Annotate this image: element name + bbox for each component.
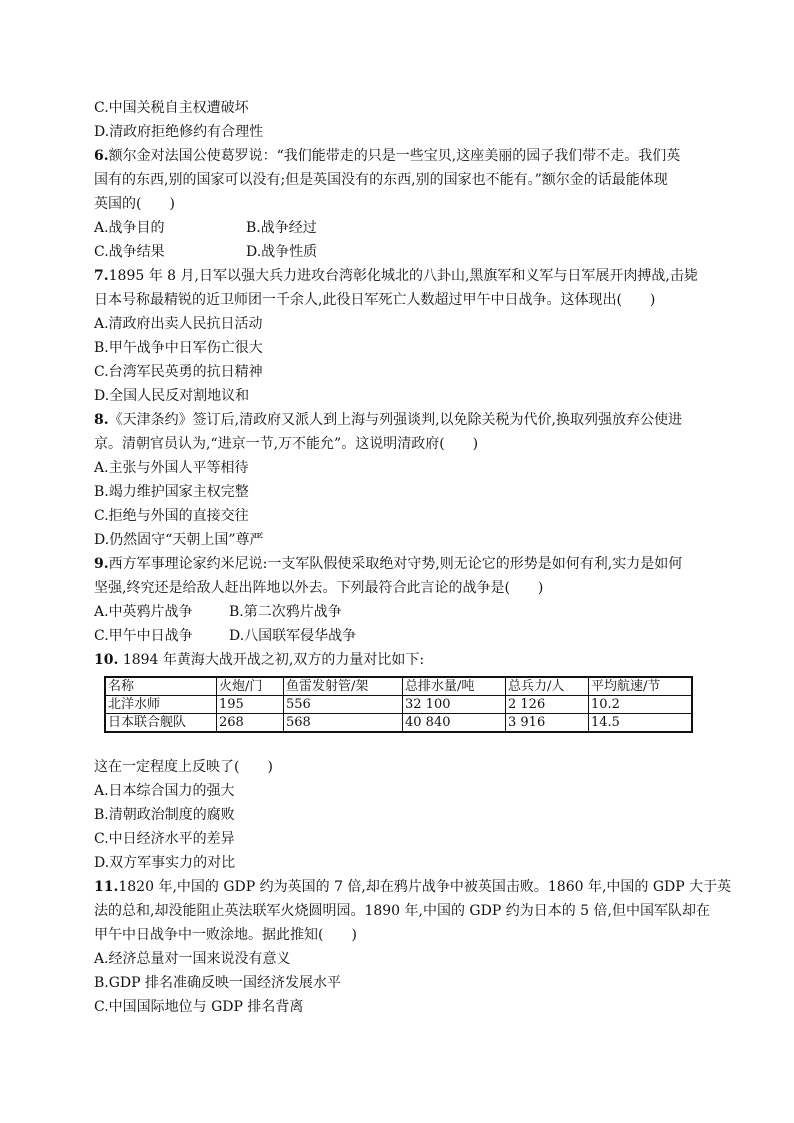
option-d: D.仍然固守“天朝上国”尊严 xyxy=(94,532,264,548)
question-8 xyxy=(94,408,700,552)
option-b: B.第二次鸦片战争 xyxy=(229,604,342,620)
question-number: 6. xyxy=(94,148,109,164)
question-text: 西方军事理论家约米尼说:一支军队假使采取绝对守势,则无论它的形势是如何有利,实力是如何 xyxy=(108,556,683,572)
question-text: 坚强,终究还是给敌人赶出阵地以外去。下列最符合此言论的战争是( ) xyxy=(94,580,544,596)
option-a: A.日本综合国力的强大 xyxy=(94,783,235,799)
question-text: 1820 年,中国的 GDP 约为英国的 7 倍,却在鸦片战争中被英国击败。1860 年,中国的 GDP 大于英 xyxy=(118,879,732,895)
option-d: D.八国联军侵华战争 xyxy=(229,628,357,644)
question-number: 7. xyxy=(94,268,109,284)
question-text: 京。清朝官员认为,“进京一节,万不能允”。这说明清政府( ) xyxy=(94,436,479,452)
table-cell: 10.2 xyxy=(589,696,693,714)
option-b: B.清朝政治制度的腐败 xyxy=(94,807,235,823)
table-cell: 日本联合舰队 xyxy=(105,714,217,733)
question-number: 10. xyxy=(94,652,119,668)
question-number: 8. xyxy=(94,412,109,428)
option-c: C.战争结果 xyxy=(94,244,165,260)
option-a: A.经济总量对一国来说没有意义 xyxy=(94,951,291,967)
prev-option-d: D.清政府拒绝修约有合理性 xyxy=(94,124,264,140)
option-b: B.战争经过 xyxy=(246,220,317,236)
table-cell: 40 840 xyxy=(403,714,506,733)
question-11 xyxy=(94,875,732,1019)
exam-page xyxy=(94,96,732,1019)
question-9 xyxy=(94,552,700,648)
question-text: 国有的东西,别的国家可以没有;但是英国没有的东西,别的国家也不能有。”额尔金的话最能体现 xyxy=(94,172,668,188)
option-c: C.中国国际地位与 GDP 排名背离 xyxy=(94,999,304,1015)
table-cell: 2 126 xyxy=(506,696,589,714)
option-d: D.双方军事实力的对比 xyxy=(94,855,236,871)
question-number: 9. xyxy=(94,556,109,572)
question-7 xyxy=(94,264,700,408)
question-text: 额尔金对法国公使葛罗说：“我们能带走的只是一些宝贝,这座美丽的园子我们带不走。我们英 xyxy=(108,148,681,164)
table-header: 总排水量/吨 xyxy=(403,677,506,696)
table-row xyxy=(105,714,692,733)
question-text: 《天津条约》签订后,清政府又派人到上海与列强谈判,以免除关税为代价,换取列强放弃公使进 xyxy=(108,412,682,428)
option-c: C.台湾军民英勇的抗日精神 xyxy=(94,364,263,380)
table-header: 名称 xyxy=(105,677,217,696)
option-c: C.中日经济水平的差异 xyxy=(94,831,235,847)
question-text: 法的总和,却没能阻止英法联军火烧圆明园。1890 年,中国的 GDP 约为日本的 5 倍,但中国军队却在 xyxy=(94,903,710,919)
option-b: B.GDP 排名准确反映一国经济发展水平 xyxy=(94,975,342,991)
table-cell: 568 xyxy=(284,714,403,733)
question-text: 英国的( ) xyxy=(94,196,175,212)
table-header: 火炮/门 xyxy=(217,677,284,696)
option-c: C.拒绝与外国的直接交往 xyxy=(94,508,249,524)
table-cell: 268 xyxy=(217,714,284,733)
option-a: A.主张与外国人平等相待 xyxy=(94,460,249,476)
table-cell: 556 xyxy=(284,696,403,714)
table-header: 平均航速/节 xyxy=(589,677,693,696)
table-row xyxy=(105,696,692,714)
question-text: 1895 年 8 月,日军以强大兵力进攻台湾彰化城北的八卦山,黑旗军和义军与日军展开肉搏战,击毙 xyxy=(108,268,698,284)
question-text: 这在一定程度上反映了( ) xyxy=(94,759,273,775)
question-text: 甲午中日战争中一败涂地。据此推知( ) xyxy=(94,927,357,943)
table-header-row xyxy=(105,677,692,696)
table-cell: 195 xyxy=(217,696,284,714)
option-b: B.甲午战争中日军伤亡很大 xyxy=(94,340,263,356)
question-6 xyxy=(94,144,700,264)
option-a: A.中英鸦片战争 xyxy=(94,604,193,620)
table-header: 鱼雷发射管/架 xyxy=(284,677,403,696)
question-10 xyxy=(94,648,700,875)
prev-option-c: C.中国关税自主权遭破坏 xyxy=(94,100,249,116)
table-cell: 3 916 xyxy=(506,714,589,733)
question-number: 11. xyxy=(94,879,119,895)
option-d: D.全国人民反对割地议和 xyxy=(94,388,250,404)
table-header: 总兵力/人 xyxy=(506,677,589,696)
option-a: A.清政府出卖人民抗日活动 xyxy=(94,316,263,332)
table-cell: 北洋水师 xyxy=(105,696,217,714)
option-b: B.竭力维护国家主权完整 xyxy=(94,484,249,500)
question-text: 1894 年黄海大战开战之初,双方的力量对比如下: xyxy=(122,652,425,668)
option-a: A.战争目的 xyxy=(94,220,165,236)
question-text: 日本号称最精锐的近卫师团一千余人,此役日军死亡人数超过甲午中日战争。这体现出( ) xyxy=(94,292,656,308)
option-c: C.甲午中日战争 xyxy=(94,628,193,644)
force-comparison-table xyxy=(104,676,693,733)
table-cell: 32 100 xyxy=(403,696,506,714)
table-cell: 14.5 xyxy=(589,714,693,733)
option-d: D.战争性质 xyxy=(246,244,318,260)
